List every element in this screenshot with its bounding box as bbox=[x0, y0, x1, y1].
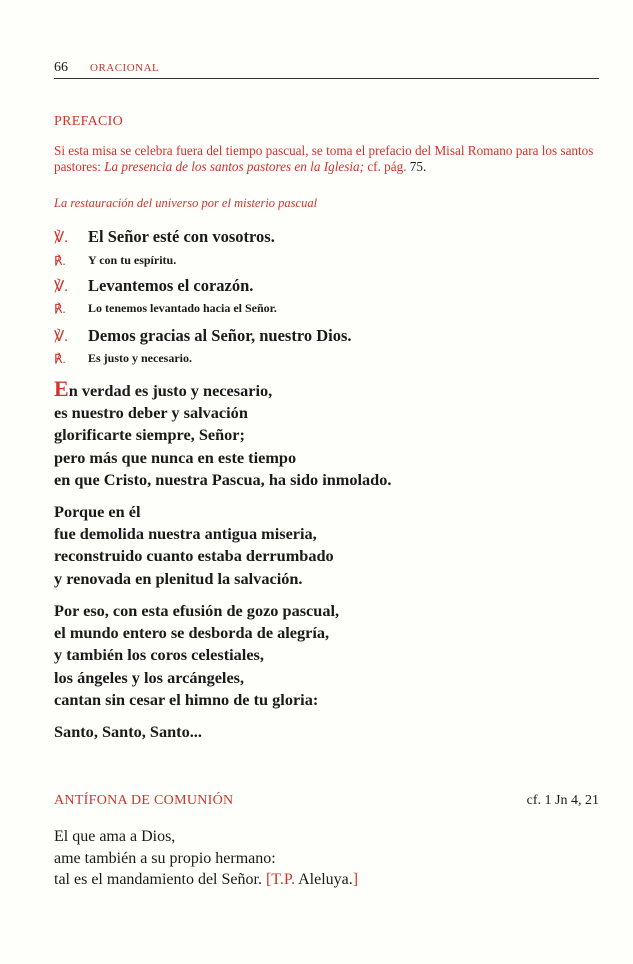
antiphon-line-last bbox=[54, 869, 358, 891]
preface-prayer-p2 bbox=[54, 501, 599, 590]
antiphon-line-text: tal es el mandamiento del Señor. bbox=[54, 871, 266, 888]
page-number: 66 bbox=[54, 60, 68, 75]
prayer-line: es nuestro deber y salvación bbox=[54, 403, 248, 423]
prayer-line: Porque en él bbox=[54, 502, 141, 521]
prefacio-heading: PREFACIO bbox=[54, 114, 124, 129]
communion-antiphon bbox=[54, 826, 358, 891]
prayer-line: pero más que nunca en este tiempo bbox=[54, 447, 297, 467]
prefacio-rubric bbox=[54, 143, 599, 175]
prayer-line: el mundo entero se desborda de alegría, bbox=[54, 623, 330, 643]
versicle-symbol: ℣. bbox=[54, 329, 69, 345]
rubric-text-1: Si esta misa se celebra fuera del tiempo pascual, se toma el prefacio del Misal Romano para los santos pastores: bbox=[54, 143, 594, 174]
dialogue-text: Y con tu espíritu. bbox=[88, 253, 177, 267]
prefacio-subtitle: La restauración del universo por el misterio pascual bbox=[54, 196, 318, 210]
dropcap: E bbox=[54, 376, 69, 401]
dialogue-text: Levantemos el corazón. bbox=[88, 276, 254, 295]
prayer-line: los ángeles y los arcángeles, bbox=[54, 667, 245, 687]
prayer-line: en que Cristo, nuestra Pascua, ha sido inmolado. bbox=[54, 469, 392, 489]
communion-reference: cf. 1 Jn 4, 21 bbox=[526, 793, 599, 808]
response-symbol: ℟. bbox=[54, 352, 66, 366]
dialogue-text: Es justo y necesario. bbox=[88, 351, 192, 365]
dialogue-text: El Señor esté con vosotros. bbox=[88, 227, 275, 246]
dialogue-text: Lo tenemos levantado hacia el Señor. bbox=[88, 301, 277, 315]
running-header bbox=[54, 60, 599, 79]
prayer-line: reconstruido cuanto estaba derrumbado bbox=[54, 546, 334, 566]
dialogue-text: Demos gracias al Señor, nuestro Dios. bbox=[88, 326, 352, 345]
prayer-line: glorificarte siempre, Señor; bbox=[54, 425, 245, 445]
response-symbol: ℟. bbox=[54, 302, 66, 316]
prayer-line: fue demolida nuestra antigua miseria, bbox=[54, 524, 317, 544]
versicle-symbol: ℣. bbox=[54, 279, 69, 295]
prayer-line: Por eso, con esta efusión de gozo pascual, bbox=[54, 601, 340, 620]
rubric-text-2: cf. pág. bbox=[364, 159, 410, 174]
prayer-line: y renovada en plenitud la salvación. bbox=[54, 568, 303, 588]
sanctus-line: Santo, Santo, Santo... bbox=[54, 722, 202, 741]
prayer-line: y también los coros celestiales, bbox=[54, 645, 264, 665]
rubric-italic-title: La presencia de los santos pastores en la Iglesia; bbox=[104, 159, 365, 174]
response-symbol: ℟. bbox=[54, 254, 66, 268]
versicle-symbol: ℣. bbox=[54, 230, 69, 246]
antiphon-line: El que ama a Dios, bbox=[54, 828, 176, 845]
tp-bracket-open: [T.P. bbox=[265, 871, 295, 888]
communion-heading: ANTÍFONA DE COMUNIÓN bbox=[54, 793, 234, 808]
tp-bracket-close: ] bbox=[352, 871, 359, 888]
prayer-line-text: n verdad es justo y necesario, bbox=[68, 381, 273, 400]
prayer-line: cantan sin cesar el himno de tu gloria: bbox=[54, 689, 319, 709]
prayer-line bbox=[54, 378, 599, 402]
tp-alleluia: Aleluya. bbox=[295, 871, 353, 888]
preface-prayer-p3 bbox=[54, 600, 599, 711]
rubric-page-ref: 75. bbox=[409, 159, 427, 174]
preface-prayer-p1 bbox=[54, 378, 599, 491]
antiphon-line: ame también a su propio hermano: bbox=[54, 849, 276, 867]
running-title: ORACIONAL bbox=[90, 62, 160, 74]
